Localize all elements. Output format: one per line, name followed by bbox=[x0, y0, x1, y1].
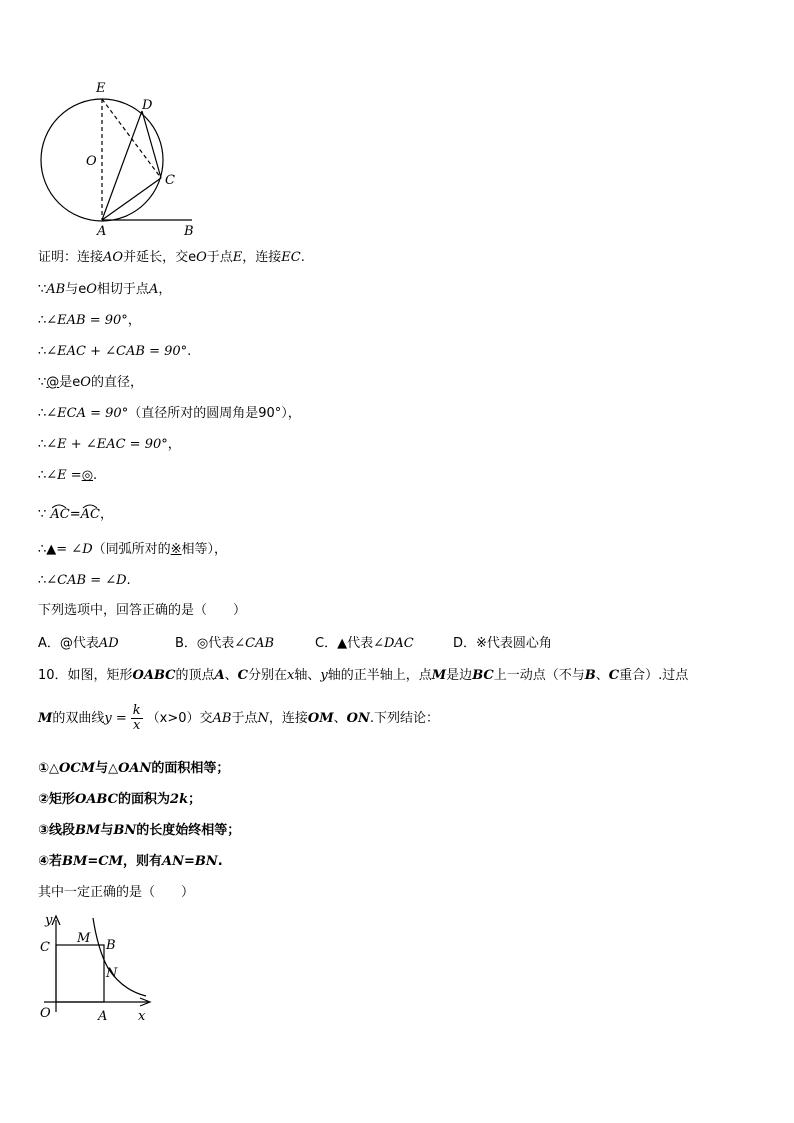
segment-dc bbox=[142, 111, 161, 178]
question-10-line-1: 10．如图，矩形OABC的顶点A、C分别在x轴、y轴的正半轴上，点M是边BC上一动点（不与B、C重合）.过点 bbox=[38, 668, 689, 683]
proof-line-5: ∵@是eO的直径， bbox=[38, 375, 143, 390]
hyperbola-curve bbox=[93, 918, 146, 996]
option-b[interactable]: B．◎代表∠CAB bbox=[175, 636, 275, 651]
arc-mark bbox=[82, 503, 98, 509]
label-x: x bbox=[138, 1009, 146, 1024]
label-d: D bbox=[142, 98, 153, 113]
fraction-k-over-x: $\frac{k}{x}$ bbox=[132, 703, 141, 733]
proof-line-4: ∴∠EAC + ∠CAB = 90°. bbox=[38, 344, 192, 359]
conclusion-4: ④若BM=CM，则有AN=BN. bbox=[38, 854, 223, 869]
label-o: O bbox=[86, 154, 97, 169]
circle-o bbox=[41, 99, 163, 221]
label-a: A bbox=[97, 224, 107, 238]
options-row-9 bbox=[38, 636, 552, 652]
segment-ad bbox=[102, 111, 142, 220]
question-prompt-9: 下列选项中，回答正确的是（ ） bbox=[38, 603, 247, 618]
circle-figure bbox=[30, 78, 210, 238]
proof-line-10: ∴▲= ∠D（同弧所对的※相等）， bbox=[38, 542, 228, 557]
label-a: A bbox=[98, 1009, 108, 1024]
conclusion-3: ③线段BM与BN的长度始终相等； bbox=[38, 823, 241, 838]
rectangle-oabc bbox=[56, 945, 104, 1002]
proof-line-9: ∵ AC =AC ， bbox=[38, 507, 113, 523]
question-prompt-10: 其中一定正确的是（ ） bbox=[38, 885, 195, 900]
hyperbola-figure bbox=[30, 910, 165, 1028]
proof-line-2: ∵AB与eO相切于点A， bbox=[38, 282, 172, 297]
label-e: E bbox=[96, 81, 106, 96]
proof-line-3: ∴∠EAB = 90°， bbox=[38, 313, 141, 328]
option-d[interactable]: D．※代表圆心角 bbox=[453, 636, 552, 651]
proof-line-11: ∴∠CAB = ∠D. bbox=[38, 573, 131, 588]
label-m: M bbox=[77, 931, 91, 946]
proof-line-1: 证明：连接AO并延长，交eO于点E，连接EC. bbox=[38, 250, 305, 265]
label-b: B bbox=[106, 938, 116, 953]
proof-line-8: ∴∠E =◎. bbox=[38, 468, 98, 483]
question-10-line-2: M的双曲线y = $\frac{k}{x}$ （x>0）交AB于点N，连接OM、ON.下列结论： bbox=[38, 703, 439, 733]
proof-line-7: ∴∠E + ∠EAC = 90°， bbox=[38, 437, 181, 452]
label-y: y bbox=[45, 913, 53, 928]
label-o: O bbox=[40, 1006, 51, 1021]
label-c: C bbox=[165, 173, 175, 188]
option-a[interactable]: A．@代表AD bbox=[38, 636, 119, 651]
arc-mark bbox=[51, 503, 67, 509]
label-n: N bbox=[106, 966, 118, 981]
label-c: C bbox=[40, 940, 50, 955]
conclusion-2: ②矩形OABC的面积为2k； bbox=[38, 792, 202, 807]
conclusion-1: ①△OCM与△OAN的面积相等； bbox=[38, 761, 230, 776]
proof-line-6: ∴∠ECA = 90°（直径所对的圆周角是90°）， bbox=[38, 406, 301, 421]
option-c[interactable]: C．▲代表∠DAC bbox=[315, 636, 414, 651]
label-b: B bbox=[184, 224, 194, 238]
